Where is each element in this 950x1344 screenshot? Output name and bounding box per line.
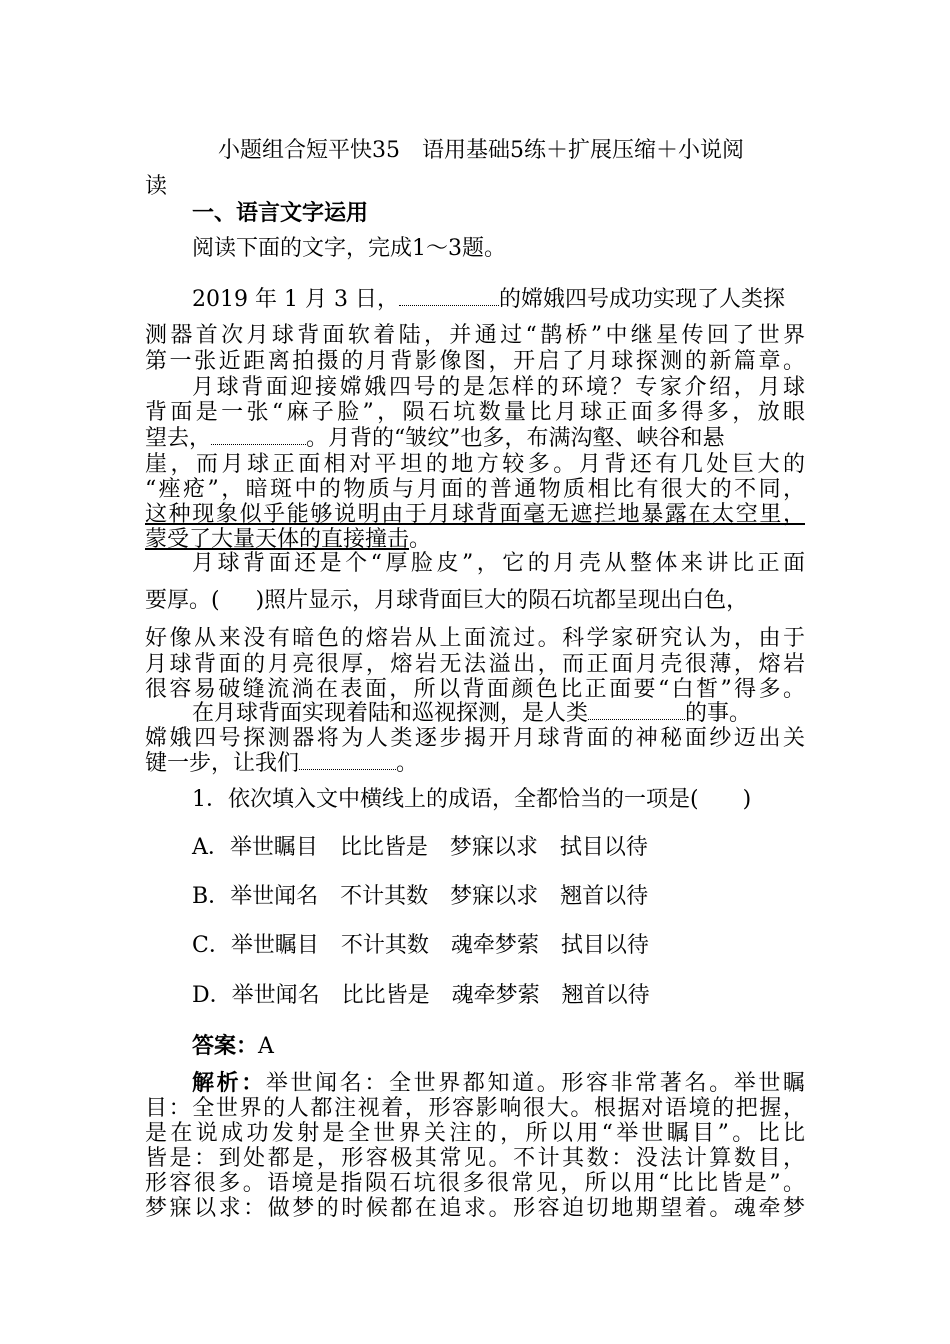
analysis-line6: 梦寐以求：做梦的时候都在追求。形容迫切地期望着。魂牵梦: [145, 1196, 805, 1221]
analysis-line5: 形容很多。语境是指陨石坑很多很常见，所以用“比比皆是”。: [145, 1171, 805, 1196]
fill-blank-3: [588, 701, 685, 720]
fill-blank-1: [399, 287, 499, 306]
passage-p2-line3: [145, 426, 805, 452]
passage-p1-line3: 第一张近距离拍摄的月背影像图，开启了月球探测的新篇章。: [145, 349, 805, 374]
analysis-line2: 目：全世界的人都注视着，形容影响很大。根据对语境的把握，: [145, 1096, 805, 1121]
section-heading: 一、语言文字运用: [192, 201, 369, 226]
passage-text: 的事。: [685, 701, 752, 726]
option-d: D．举世闻名 比比皆是 魂牵梦萦 翘首以待: [192, 983, 650, 1008]
passage-text: 键一步，让我们: [145, 751, 300, 776]
passage-p4-line3: [145, 751, 805, 777]
passage-p2-line6-underlined: 这种现象似乎能够说明由于月球背面毫无遮拦地暴露在太空里，: [145, 502, 805, 527]
passage-p4-line2: 嫦娥四号探测器将为人类逐步揭开月球背面的神秘面纱迈出关: [145, 726, 805, 751]
passage-text: 望去，: [145, 426, 212, 451]
title-line-2: 读: [145, 174, 168, 199]
analysis-line1: [192, 1071, 805, 1097]
passage-p3-line3: 好像从来没有暗色的熔岩从上面流过。科学家研究认为，由于: [145, 626, 805, 651]
passage-p3-line4: 月球背面的月亮很厚，熔岩无法溢出，而正面月壳很薄，熔岩: [145, 652, 805, 677]
passage-p3-line5: 很容易破缝流淌在表面，所以背面颜色比正面要“白皙”得多。: [145, 677, 805, 702]
passage-text: 。: [409, 527, 432, 552]
passage-p2-line1: 月球背面迎接嫦娥四号的是怎样的环境？专家介绍，月球: [192, 375, 805, 400]
passage-text: 。月背的“皱纹”也多，布满沟壑、峡谷和悬: [306, 426, 725, 451]
passage-p1-line1: [192, 287, 805, 313]
passage-text: 。: [396, 751, 419, 776]
passage-p2-line4: 崖，而月球正面相对平坦的地方较多。月背还有几处巨大的: [145, 452, 805, 477]
analysis-text: 举世闻名：全世界都知道。形容非常著名。举世瞩: [265, 1071, 805, 1096]
passage-text: 要厚。(: [145, 588, 220, 613]
passage-p2-line2: 背面是一张“麻子脸”，陨石坑数量比月球正面多得多，放眼: [145, 400, 805, 425]
answer: [192, 1034, 805, 1060]
option-a: A．举世瞩目 比比皆是 梦寐以求 拭目以待: [192, 835, 648, 860]
fill-blank-4: [299, 751, 396, 770]
passage-p2-line5: “痤疮”，暗斑中的物质与月面的普通物质相比有很大的不同，: [145, 477, 805, 502]
passage-text: )照片显示，月球背面巨大的陨石坑都呈现出白色，: [255, 588, 749, 613]
passage-text: 在月球背面实现着陆和巡视探测，是人类: [192, 701, 589, 726]
fill-blank-2: [211, 426, 306, 445]
option-b: B．举世闻名 不计其数 梦寐以求 翘首以待: [192, 884, 649, 909]
underlined-sentence: 蒙受了大量天体的直接撞击: [145, 527, 410, 552]
answer-label: 答案：: [192, 1034, 259, 1059]
analysis-label: 解析：: [192, 1071, 266, 1096]
passage-p1-line2: 测器首次月球背面软着陆，并通过“鹊桥”中继星传回了世界: [145, 323, 805, 348]
instruction: 阅读下面的文字，完成1～3题。: [192, 236, 506, 261]
answer-value: A: [258, 1034, 274, 1059]
title-line-1: 小题组合短平快35 语用基础5练＋扩展压缩＋小说阅: [218, 138, 744, 163]
passage-text: 的嫦娥四号成功实现了人类探: [498, 287, 785, 312]
analysis-line4: 皆是：到处都是，形容极其常见。不计其数：没法计算数目，: [145, 1146, 805, 1171]
passage-text: 2019 年 1 月 3 日，: [192, 287, 399, 312]
passage-p4-line1: [192, 701, 805, 727]
question-stem: 1．依次填入文中横线上的成语，全都恰当的一项是( ): [192, 787, 752, 812]
passage-p2-line7: [145, 527, 805, 553]
passage-p3-line2: [145, 588, 805, 614]
option-c: C．举世瞩目 不计其数 魂牵梦萦 拭目以待: [192, 933, 649, 958]
analysis-line3: 是在说成功发射是全世界关注的，所以用“举世瞩目”。比比: [145, 1121, 805, 1146]
passage-p3-line1: 月球背面还是个“厚脸皮”，它的月壳从整体来讲比正面: [192, 551, 805, 576]
